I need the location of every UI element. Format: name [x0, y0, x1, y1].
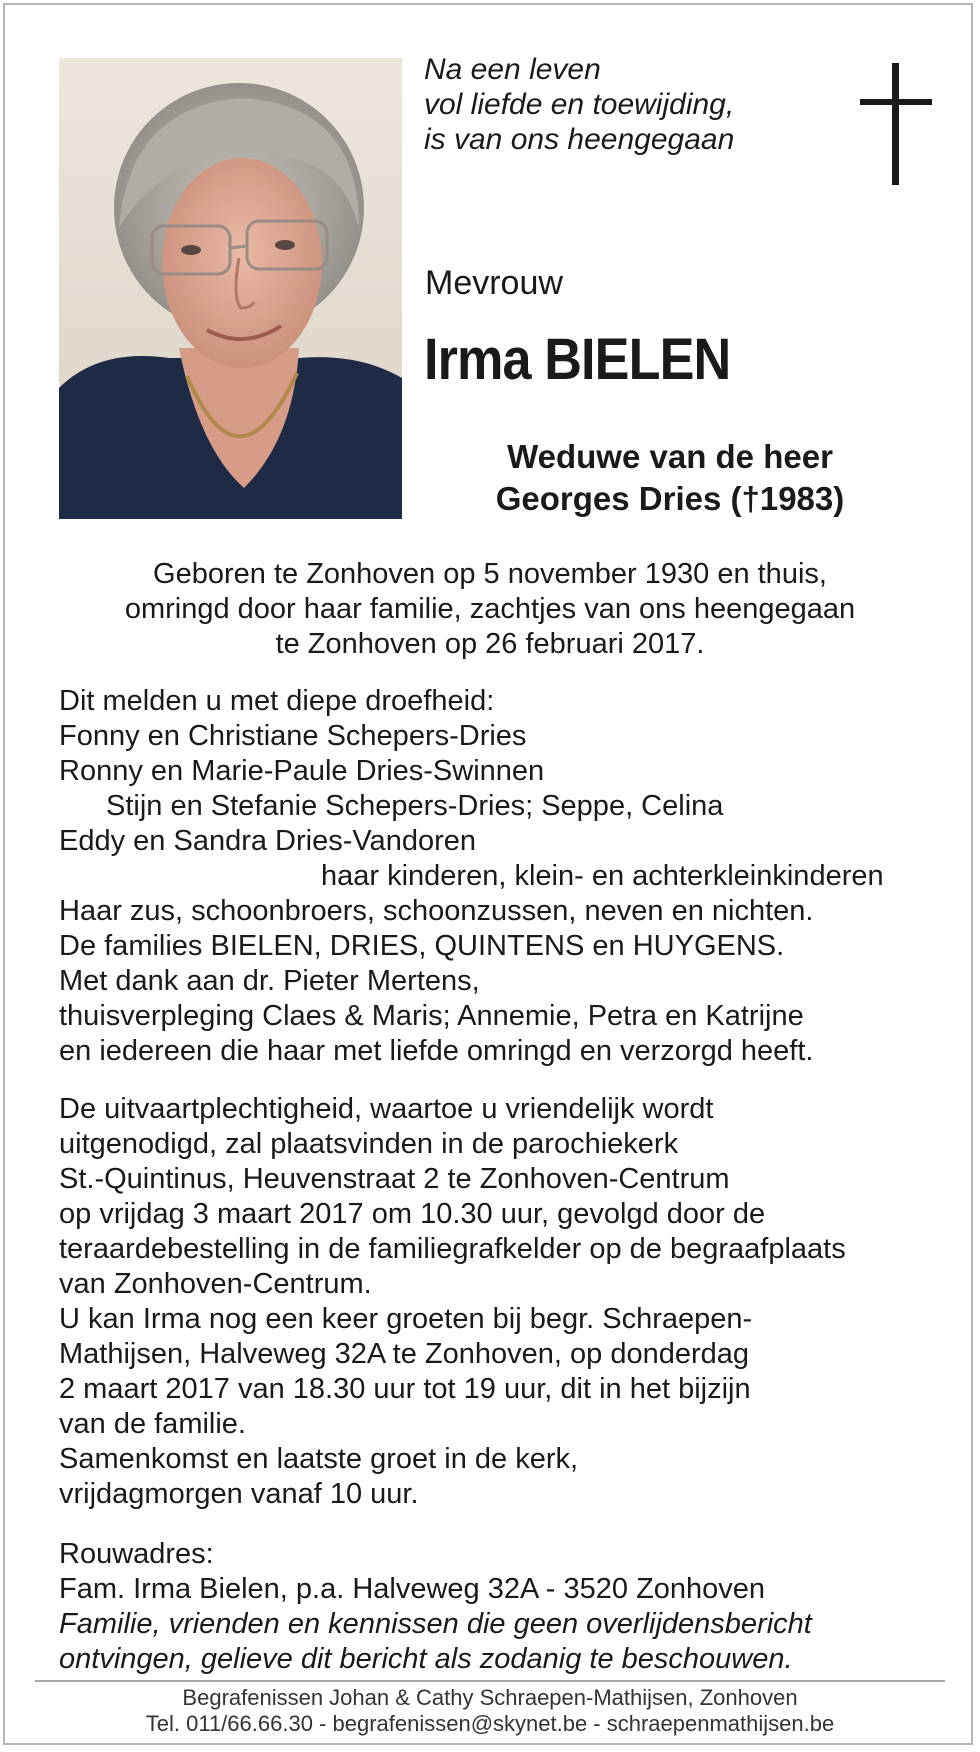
footer-line: Begrafenissen Johan & Cathy Schraepen-Mathijsen, Zonhoven — [182, 1685, 798, 1710]
intro-line: Na een leven — [424, 53, 601, 86]
ceremony-details — [59, 1092, 846, 1512]
mourning-address — [59, 1537, 812, 1677]
intro-line: is van ons heengegaan — [424, 123, 735, 156]
latin-cross-icon — [860, 63, 932, 185]
birth-death-line: omringd door haar familie, zachtjes van ons heengegaan — [124, 593, 856, 625]
ceremony-line: Mathijsen, Halveweg 32A te Zonhoven, op donderdag — [59, 1338, 750, 1370]
address-note: Familie, vrienden en kennissen die geen overlijdensbericht — [59, 1608, 812, 1640]
birth-death-notice — [40, 557, 940, 662]
ceremony-line: St.-Quintinus, Heuvenstraat 2 te Zonhoven-Centrum — [59, 1163, 730, 1195]
ceremony-line: U kan Irma nog een keer groeten bij begr. Schraepen- — [59, 1303, 753, 1335]
ceremony-line: van Zonhoven-Centrum. — [59, 1268, 372, 1300]
portrait-photo — [59, 58, 402, 519]
kinship-line: haar kinderen, klein- en achterkleinkinderen — [321, 860, 884, 892]
widow-line: Georges Dries (†1983) — [495, 480, 845, 517]
funeral-home-footer — [40, 1685, 940, 1737]
thanks-line: Met dank aan dr. Pieter Mertens, — [59, 965, 480, 997]
ceremony-line: vrijdagmorgen vanaf 10 uur. — [59, 1478, 419, 1510]
family-couple: Eddy en Sandra Dries-Vandoren — [59, 825, 476, 857]
family-announcement — [59, 684, 884, 1069]
ceremony-line: op vrijdag 3 maart 2017 om 10.30 uur, gevolgd door de — [59, 1198, 766, 1230]
ceremony-line: uitgenodigd, zal plaatsvinden in de parochiekerk — [59, 1128, 679, 1160]
ceremony-line: De uitvaartplechtigheid, waartoe u vriendelijk wordt — [59, 1093, 714, 1125]
family-couple: Ronny en Marie-Paule Dries-Swinnen — [59, 755, 545, 787]
thanks-line: en iedereen die haar met liefde omringd en verzorgd heeft. — [59, 1035, 814, 1067]
intro-poem — [424, 52, 734, 157]
ceremony-line: 2 maart 2017 van 18.30 uur tot 19 uur, dit in het bijzijn — [59, 1373, 751, 1405]
address-label: Rouwadres: — [59, 1538, 214, 1570]
families-line: De families BIELEN, DRIES, QUINTENS en HUYGENS. — [59, 930, 785, 962]
birth-death-line: Geboren te Zonhoven op 5 november 1930 en thuis, — [153, 558, 827, 590]
footer-line: Tel. 011/66.66.30 - begrafenissen@skynet.be - schraepenmathijsen.be — [145, 1711, 835, 1736]
grandchildren-line: Stijn en Stefanie Schepers-Dries; Seppe, Celina — [106, 790, 724, 822]
widow-info — [430, 436, 910, 520]
widow-line: Weduwe van de heer — [507, 438, 833, 475]
birth-death-line: te Zonhoven op 26 februari 2017. — [275, 628, 705, 660]
siblings-line: Haar zus, schoonbroers, schoonzussen, neven en nichten. — [59, 895, 814, 927]
footer-divider — [35, 1680, 945, 1682]
address-note: ontvingen, gelieve dit bericht als zodanig te beschouwen. — [59, 1643, 793, 1675]
ceremony-line: teraardebestelling in de familiegrafkelder op de begraafplaats — [59, 1233, 846, 1265]
family-couple: Fonny en Christiane Schepers-Dries — [59, 720, 527, 752]
family-intro: Dit melden u met diepe droefheid: — [59, 685, 495, 717]
deceased-name: Irma BIELEN — [424, 327, 731, 392]
address-value: Fam. Irma Bielen, p.a. Halveweg 32A - 3520 Zonhoven — [59, 1573, 766, 1605]
ceremony-line: Samenkomst en laatste groet in de kerk, — [59, 1443, 579, 1475]
ceremony-line: van de familie. — [59, 1408, 246, 1440]
intro-line: vol liefde en toewijding, — [424, 88, 735, 121]
honorific: Mevrouw — [425, 264, 563, 302]
thanks-line: thuisverpleging Claes & Maris; Annemie, Petra en Katrijne — [59, 1000, 804, 1032]
